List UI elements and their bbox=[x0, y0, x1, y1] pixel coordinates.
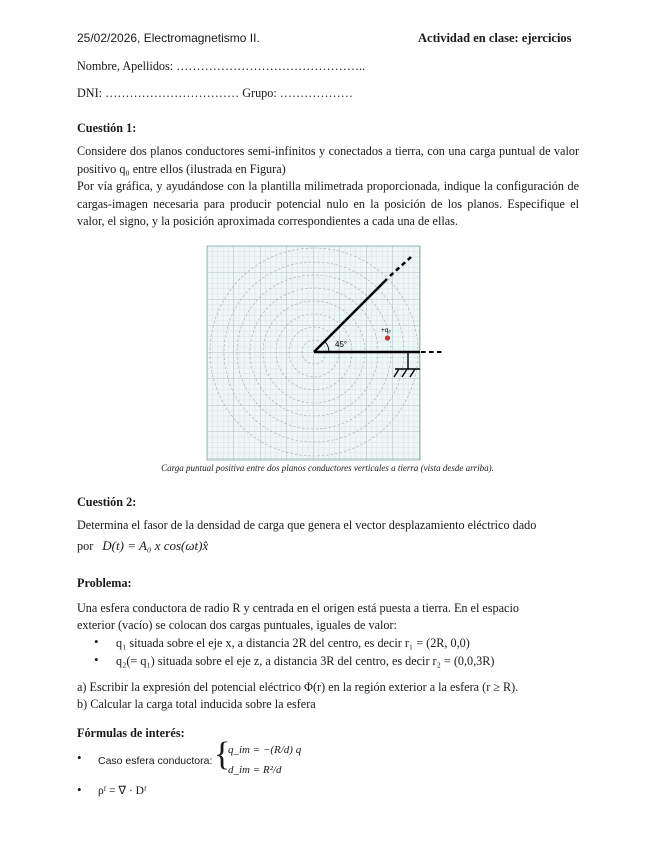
dni-blank: …………………………… bbox=[105, 86, 240, 100]
problem-title: Problema: bbox=[77, 576, 132, 590]
q2-por: por bbox=[77, 539, 94, 553]
q1-statement: Considere dos planos conductores semi-infinitos y conectados a tierra, con una carga puntual de valor positivo q₀ entre ellos (ilustrada en Figura) bbox=[77, 144, 579, 176]
q2-formula-line bbox=[77, 538, 208, 554]
charge-label: +q₀ bbox=[381, 327, 392, 334]
q1-title: Cuestión 1: bbox=[77, 121, 137, 135]
problem-line-2: exterior (vacío) se colocan dos cargas puntuales, iguales de valor: bbox=[77, 618, 397, 632]
name-label: Nombre, Apellidos: bbox=[77, 59, 174, 73]
image-distance-formula: d_im = R²/d bbox=[228, 764, 282, 776]
sphere-formula-label: Caso esfera conductora: bbox=[98, 755, 213, 767]
header-activity-title: Actividad en clase: ejercicios bbox=[418, 31, 572, 45]
point-charge-icon bbox=[385, 335, 390, 340]
charge-q1-description: q₁ situada sobre el eje x, a distancia 2R del centro, es decir r₁ = (2R, 0,0) bbox=[116, 636, 470, 650]
formulas-title: Fórmulas de interés: bbox=[77, 726, 185, 740]
graph-paper-diagram bbox=[207, 246, 445, 460]
bullet-icon: • bbox=[77, 782, 82, 797]
q2-title: Cuestión 2: bbox=[77, 495, 137, 509]
name-blank: ……………………………………….. bbox=[176, 59, 366, 73]
name-field bbox=[77, 59, 365, 74]
bullet-icon: • bbox=[94, 634, 99, 649]
q1-figure bbox=[207, 246, 420, 460]
problem-part-a: a) Escribir la expresión del potencial eléctrico Φ(r) en la región exterior a la esfera (r ≥ R). bbox=[77, 680, 519, 694]
problem-line-1: Una esfera conductora de radio R y centrada en el origen está puesta a tierra. En el espacio bbox=[77, 601, 519, 615]
left-brace: { bbox=[214, 736, 231, 773]
problem-part-b: b) Calcular la carga total inducida sobre la esfera bbox=[77, 697, 316, 711]
figure-caption: Carga puntual positiva entre dos planos conductores verticales a tierra (vista desde arriba). bbox=[161, 463, 494, 473]
image-charge-formula: q_im = −(R/d) q bbox=[228, 744, 302, 756]
charge-q2-description: q₂(= q₁) situada sobre el eje z, a distancia 3R del centro, es decir r₂ = (0,0,3R) bbox=[116, 654, 495, 668]
bullet-icon: • bbox=[94, 652, 99, 667]
gauss-law-formula: ρᶠ = ∇ · Dᶠ bbox=[98, 785, 147, 797]
q2-statement: Determina el fasor de la densidad de carga que genera el vector desplazamiento eléctrico dado bbox=[77, 518, 537, 532]
q1-task: Por vía gráfica, y ayudándose con la plantilla milimetrada proporcionada, indique la configuración de cargas-imagen necesaria para producir potencial nulo en la posición de los planos. Especifique el valor, el signo, y la posición aproximada correspondientes a cada una de ellas. bbox=[77, 179, 579, 228]
group-label: Grupo: bbox=[242, 86, 277, 100]
group-blank: ……………… bbox=[279, 86, 353, 100]
angle-label: 45° bbox=[335, 340, 348, 349]
bullet-icon: • bbox=[77, 750, 82, 765]
dni-label: DNI: bbox=[77, 86, 103, 100]
header-date-course: 25/02/2026, Electromagnetismo II. bbox=[77, 31, 260, 45]
dni-group-field bbox=[77, 86, 353, 101]
displacement-formula: D(t) = A₀ x cos(ωt)x̂ bbox=[102, 538, 209, 553]
